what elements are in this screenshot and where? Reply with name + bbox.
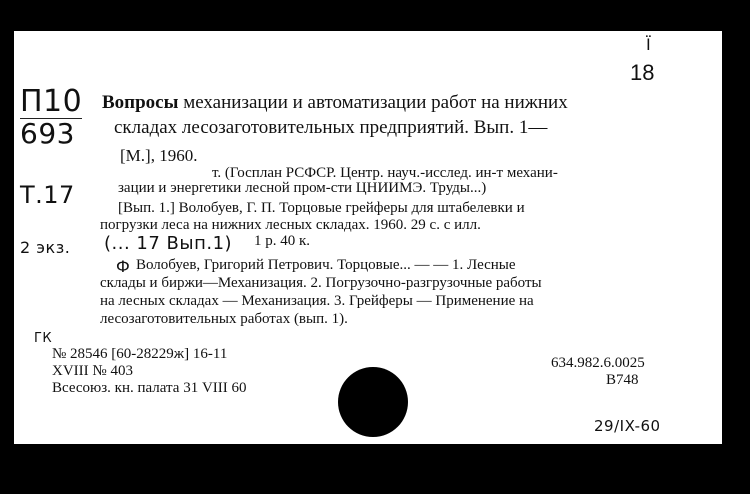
footer-left-2: XVIII № 403 [52, 363, 133, 379]
copies-note: (... 17 Вып.1) [104, 233, 233, 254]
gk-mark: ГК [34, 331, 53, 346]
price: 1 р. 40 к. [254, 233, 311, 249]
issue-line-2: погрузки леса на нижних лесных складах. 1960. 29 с. с илл. [100, 217, 481, 233]
card-number: 18 [630, 60, 655, 85]
title-rest: механизации и автоматизации работ на нижних [178, 92, 568, 113]
shelfmark-bottom: 693 [20, 117, 75, 150]
series-line-1: т. (Госплан РСФСР. Центр. науч.-исслед. ин-т механи- [212, 165, 558, 181]
author-line-4: лесозаготовительных работах (вып. 1). [100, 311, 348, 327]
issue-line-1: [Вып. 1.] Волобуев, Г. П. Торцовые грейферы для штабелевки и [118, 200, 525, 216]
margin-code-t17: Т.17 [20, 181, 75, 209]
author-line-3: на лесных складах — Механизация. 3. Грейферы — Применение на [100, 293, 534, 309]
title-line-1 [102, 92, 568, 114]
author-line-1: Волобуев, Григорий Петрович. Торцовые... — — 1. Лесные [136, 257, 516, 273]
shelfmark-top: П10 [20, 84, 83, 119]
punch-hole [338, 367, 408, 437]
footer-left-1: № 28546 [60-28229ж] 16-11 [52, 346, 228, 362]
corner-mark: Ϊ [646, 35, 652, 54]
footer-left-3: Всесоюз. кн. палата 31 VIII 60 [52, 380, 247, 396]
author-line-2: склады и биржи—Механизация. 2. Погрузочно-разгрузочные работы [100, 275, 542, 291]
footer-right-2: В748 [606, 372, 639, 388]
catalog-card [14, 31, 722, 444]
title-bold-word: Вопросы [102, 92, 179, 113]
title-line-2: складах лесозаготовительных предприятий. Вып. 1— [114, 117, 548, 138]
margin-copies: 2 экз. [20, 238, 71, 257]
title-line-3: [М.], 1960. [120, 146, 198, 165]
series-line-2: зации и энергетики лесной пром-сти ЦНИИМЭ. Труды...) [118, 180, 487, 196]
handwritten-date: 29/IX-60 [594, 417, 661, 435]
author-mark: Ф [116, 257, 131, 276]
footer-right-1: 634.982.6.0025 [551, 355, 645, 371]
